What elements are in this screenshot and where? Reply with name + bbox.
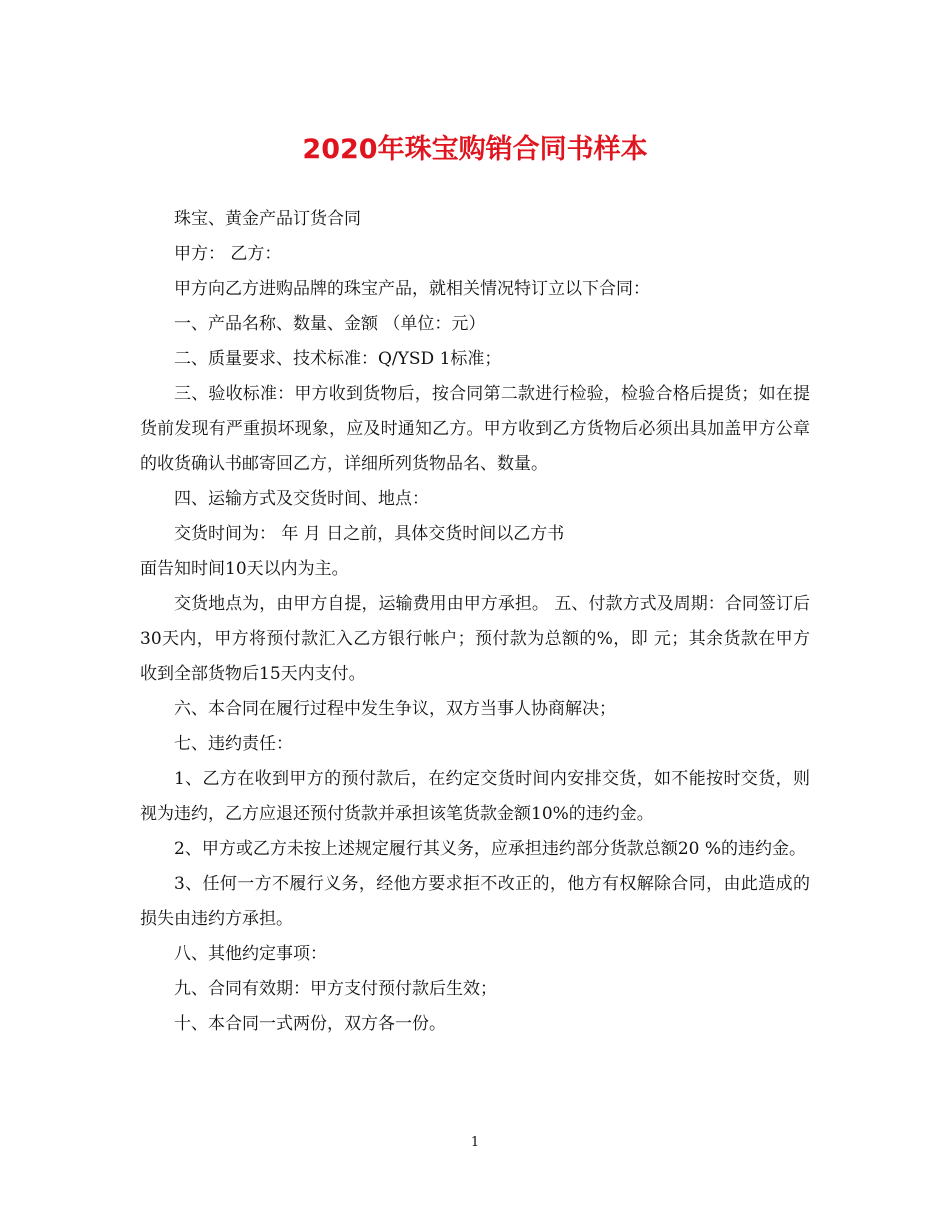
paragraph-clause-10: 十、本合同一式两份，双方各一份。: [174, 1014, 446, 1034]
paragraph-clause-3: 三、验收标准：甲方收到货物后，按合同第二款进行检验，检验合格后提货；如在提货前发现有严重损坏现象，应及时通知乙方。甲方收到乙方货物后必须出具加盖甲方公章的收货确认书邮寄回乙方，详细所列货物品名、数量。: [140, 384, 810, 474]
page-number: 1: [470, 1135, 480, 1150]
paragraph-delivery-place-payment: 交货地点为，由甲方自提，运输费用由甲方承担。 五、付款方式及周期：合同签订后30天内，甲方将预付款汇入乙方银行帐户；预付款为总额的%，即 元；其余货款在甲方收到全部货物后15天内支付。: [140, 594, 810, 684]
paragraph-clause-4: 四、运输方式及交货时间、地点：: [174, 489, 429, 509]
paragraph-intro: 甲方向乙方进购品牌的珠宝产品，就相关情况特订立以下合同：: [174, 279, 650, 299]
document-body: [140, 202, 810, 1042]
paragraph-clause-8: 八、其他约定事项：: [174, 944, 327, 964]
paragraph-parties: 甲方： 乙方：: [174, 244, 282, 264]
paragraph-breach-2: 2、甲方或乙方未按上述规定履行其义务，应承担违约部分货款总额20 %的违约金。: [174, 839, 807, 859]
paragraph-clause-6: 六、本合同在履行过程中发生争议，双方当事人协商解决；: [174, 699, 616, 719]
paragraph-order-contract: 珠宝、黄金产品订货合同: [174, 209, 361, 229]
paragraph-clause-2: 二、质量要求、技术标准：Q/YSD 1标准；: [174, 349, 502, 369]
document-title: 2020年珠宝购销合同书样本: [302, 134, 648, 165]
paragraph-clause-1: 一、产品名称、数量、金额 （单位：元）: [174, 314, 486, 334]
paragraph-delivery-notice: 面告知时间10天以内为主。: [140, 559, 349, 579]
paragraph-breach-3: 3、任何一方不履行义务，经他方要求拒不改正的，他方有权解除合同，由此造成的损失由违约方承担。: [140, 874, 810, 929]
paragraph-breach-1: 1、乙方在收到甲方的预付款后，在约定交货时间内安排交货，如不能按时交货，则视为违约，乙方应退还预付货款并承担该笔货款金额10%的违约金。: [140, 769, 810, 824]
paragraph-delivery-time: 交货时间为： 年 月 日之前，具体交货时间以乙方书: [174, 524, 565, 544]
paragraph-clause-9: 九、合同有效期：甲方支付预付款后生效；: [174, 979, 497, 999]
paragraph-clause-7: 七、违约责任：: [174, 734, 293, 754]
